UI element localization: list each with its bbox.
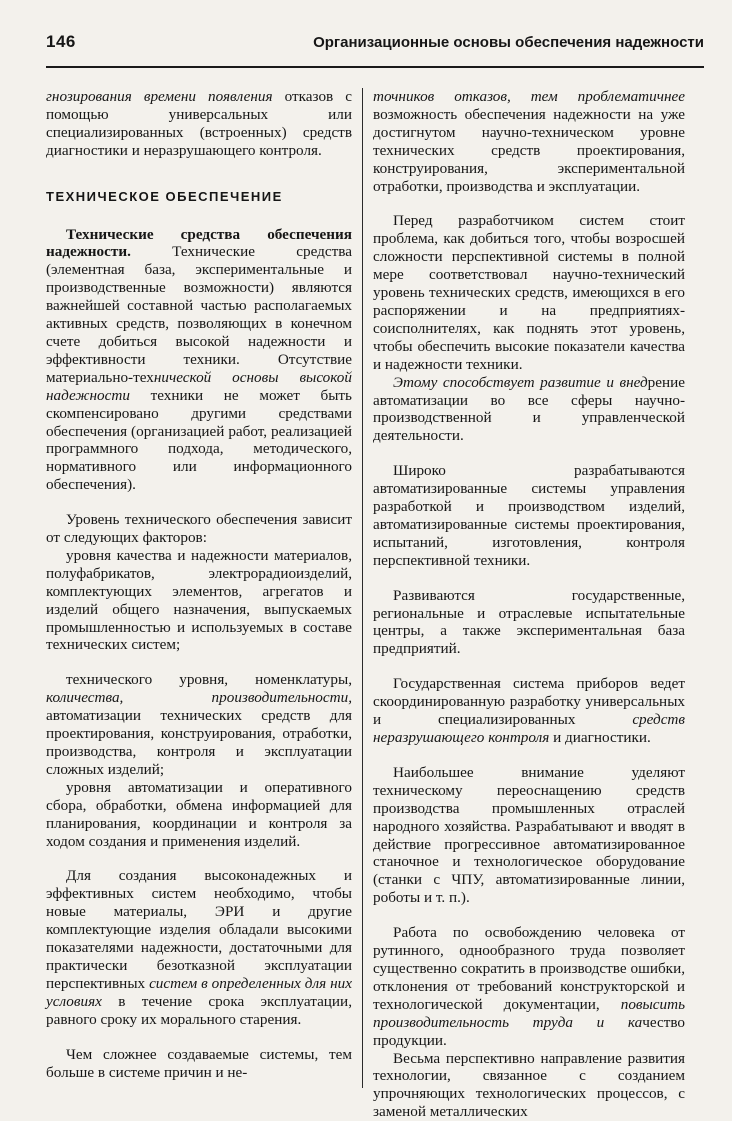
paragraph-automated-systems: Широко разрабатываются автоматизированные системы управления разработкой и производством изделий, автоматизированные системы проектирования, испытаний, изготовления, контроля перспективной техники. — [373, 462, 685, 569]
paragraph-routine-work: Работа по освобождению человека от рутинного, однообразного труда позволяет существенно сократить в производстве ошибки, отклонения от требований конструкторской и технологической документации, повысить производительность труда и качество продукции. — [373, 924, 685, 1049]
list-item-automation: уровня автоматизации и оперативного сбора, обработки, обмена информацией для планирования, координации и контроля за ходом создания и применения изделий. — [46, 779, 352, 851]
paragraph-continuation: точников отказов, тем проблематичнее возможность обеспечения надежности на уже достигнутом научно-техническом уровне технических средств проектирования, конструирования, экспериментальной отработки, производства и эксплуатации. — [373, 88, 685, 195]
list-item-quality: уровня качества и надежности материалов, полуфабрикатов, электрорадиоизделий, комплектующих элементов, агрегатов и изделий общего назначения, выпускаемых промышленностью и используемых в составе технических систем; — [46, 547, 352, 654]
paragraph-technology: Весьма перспективно направление развития технологии, связанное с созданием упрочняющих технологических процессов, с заменой металлических — [373, 1050, 685, 1121]
paragraph-automation: Этому способствует развитие и внедрение автоматизации во все сферы научно-производственной и управленческой деятельности. — [373, 374, 685, 446]
column-divider — [362, 88, 363, 1088]
paragraph-factors-intro: Уровень технического обеспечения зависит от следующих факторов: — [46, 511, 352, 547]
list-item-technical-level: технического уровня, номенклатуры, количества, производительности, автоматизации технических средств для проектирования, конструирования, отработки, производства, контроля и эксплуатации сложных изделий; — [46, 671, 352, 778]
running-header — [46, 32, 704, 68]
paragraph-instrument-system: Государственная система приборов ведет скоординированную разработку универсальных и специализированных средств неразрушающего контроля и диагностики. — [373, 675, 685, 747]
page-number: 146 — [46, 32, 76, 52]
right-column — [373, 88, 685, 1121]
paragraph-developer-problem: Перед разработчиком систем стоит проблема, как добиться того, чтобы возросшей сложности перспективной системы в полной мере соответствовал научно-технический уровень технических средств, имеющихся в его распоряжении и на предприятиях-соисполнителях, как поднять этот уровень, чтобы обеспечить высокие показатели качества и надежности техники. — [373, 212, 685, 373]
paragraph-high-reliability: Для создания высоконадежных и эффективных систем необходимо, чтобы новые материалы, ЭРИ и другие комплектующие изделия обладали высокими показателями надежности, достаточными для практически безотказной эксплуатации перспективных систем в определенных для них условиях в течение срока эксплуатации, равного сроку их морального старения. — [46, 867, 352, 1028]
paragraph-test-centers: Развиваются государственные, региональные и отраслевые испытательные центры, а также экспериментальная база предприятий. — [373, 587, 685, 659]
paragraph-reequipment: Наибольшее внимание уделяют техническому переоснащению средств производства промышленных отраслей народного хозяйства. Разрабатывают и вводят в действие прогрессивное автоматизированное станочное и технологическое оборудование (станки с ЧПУ, автоматизированные линии, роботы и т. п.). — [373, 764, 685, 907]
left-column — [46, 88, 352, 1081]
running-title: Организационные основы обеспечения надежности — [313, 32, 704, 51]
paragraph-complexity: Чем сложнее создаваемые системы, тем больше в системе причин и не- — [46, 1046, 352, 1082]
paragraph-technical-means: Технические средства обеспечения надежности. Технические средства (элементная база, экспериментальные и производственные возможности) являются важнейшей составной частью располагаемых активных средств, позволяющих в конечном счете добиться высокой надежности и эффективности техники. Отсутствие материально-технической основы высокой надежности техники не может быть скомпенсировано другими средствами обеспечения (организацией работ, реализацией программного подхода, методического, нормативного или информационного обеспечения). — [46, 226, 352, 495]
intro-paragraph: гнозирования времени появления отказов с помощью универсальных или специализированных (встроенных) средств диагностики и неразрушающего контроля. — [46, 88, 352, 160]
section-heading: ТЕХНИЧЕСКОЕ ОБЕСПЕЧЕНИЕ — [46, 188, 352, 206]
